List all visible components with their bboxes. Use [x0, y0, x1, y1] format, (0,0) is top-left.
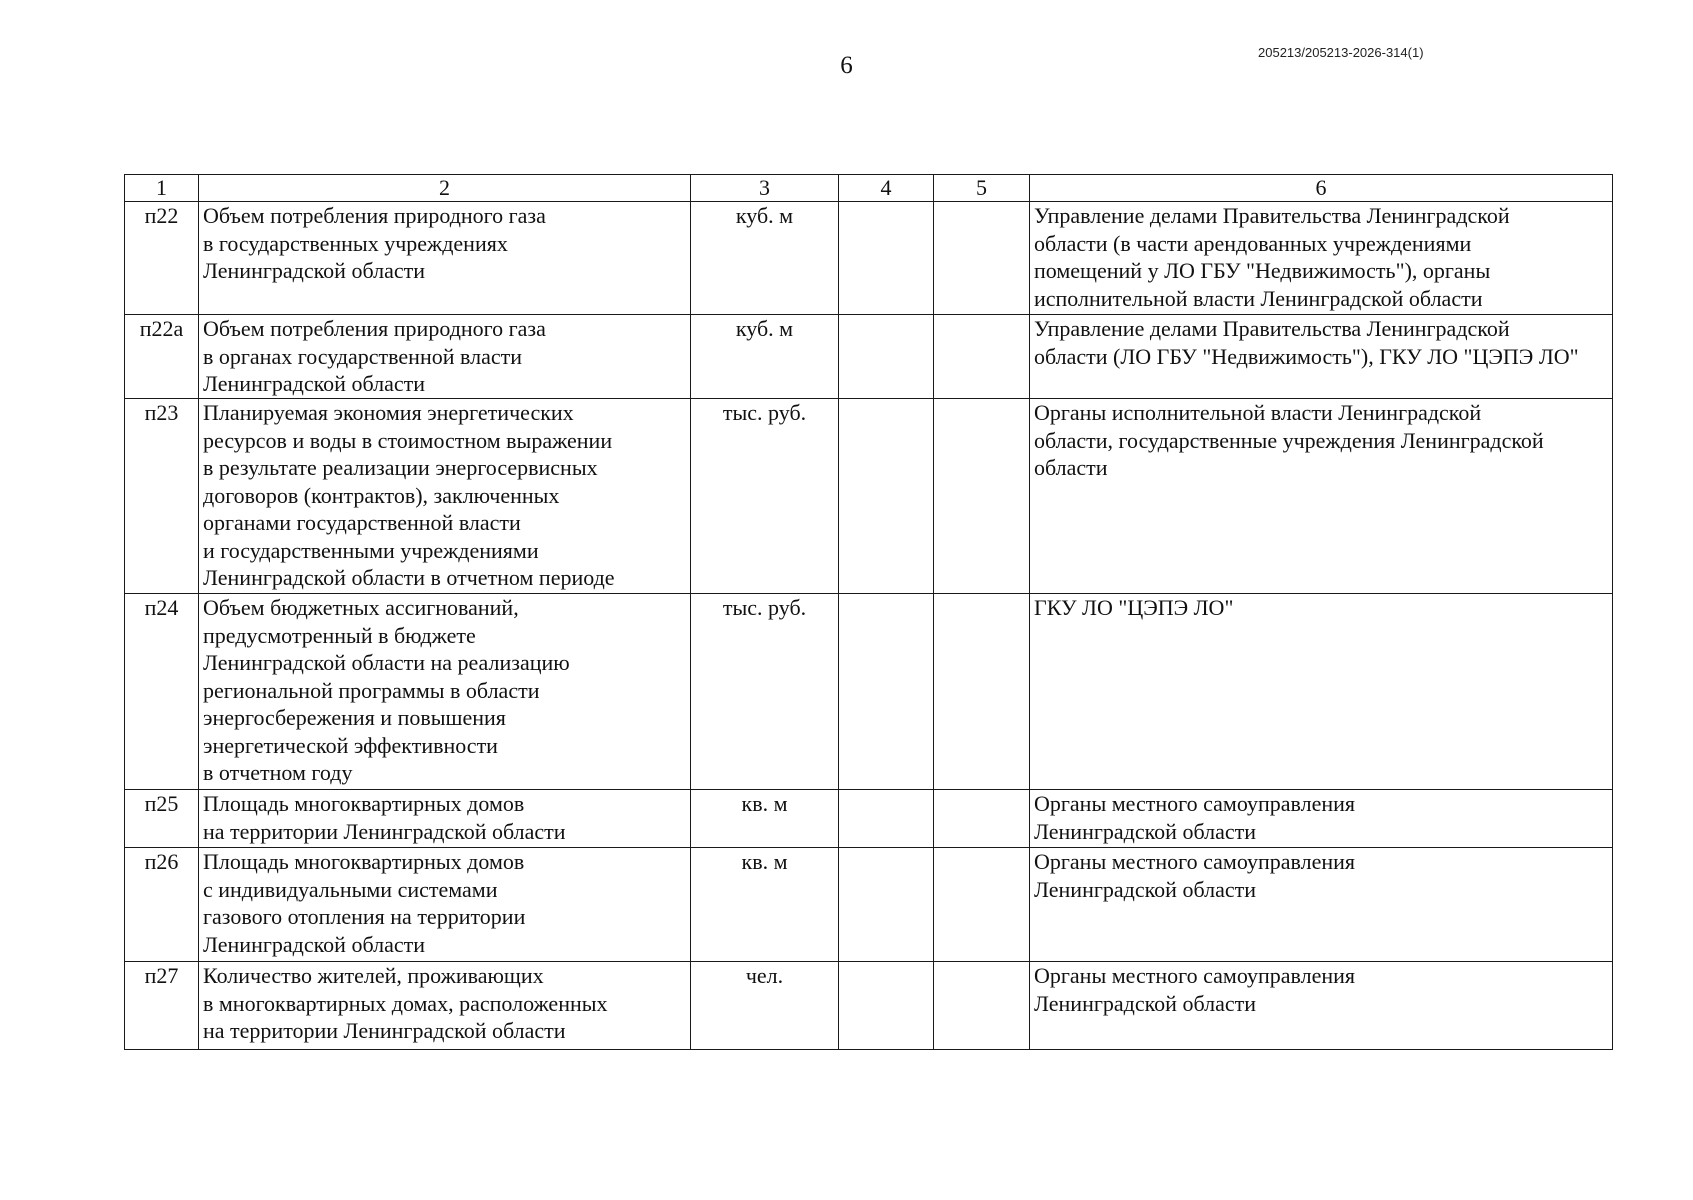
unit-cell: куб. м: [691, 202, 839, 315]
column-header: 1: [125, 175, 199, 202]
column-header: 6: [1030, 175, 1613, 202]
responsible-cell: [1030, 790, 1613, 848]
indicator-name-cell-line: газового отопления на территории: [203, 904, 526, 929]
table-row: [125, 202, 1613, 315]
column-header: 3: [691, 175, 839, 202]
responsible-cell-line: области (ЛО ГБУ "Недвижимость"), ГКУ ЛО "ЦЭПЭ ЛО": [1034, 343, 1579, 369]
responsible-cell-line: Органы исполнительной власти Ленинградской: [1034, 400, 1482, 425]
indicator-name-cell-line: Объем потребления природного газа: [203, 203, 546, 228]
indicator-name-cell-line: в многоквартирных домах, расположенных: [203, 990, 608, 1016]
responsible-cell-line: области, государственные учреждения Ленинградской: [1034, 427, 1544, 453]
indicator-name-cell-line: Ленинградской области на реализацию: [203, 650, 570, 675]
column-4-cell: [839, 399, 934, 594]
document-id: 205213/205213-2026-314(1): [1258, 45, 1424, 60]
indicator-name-cell: [199, 202, 691, 315]
table-row: [125, 399, 1613, 594]
column-5-cell: [934, 399, 1030, 594]
indicators-table: [124, 174, 1613, 1050]
indicator-code-cell: п24: [125, 594, 199, 790]
table-row: [125, 848, 1613, 962]
indicator-name-cell-line: в отчетном году: [203, 760, 353, 785]
responsible-cell-line: Ленинградской области: [1034, 876, 1256, 902]
table-body: [125, 202, 1613, 1050]
indicator-name-cell-line: и государственными учреждениями: [203, 537, 539, 563]
responsible-cell-line: помещений у ЛО ГБУ "Недвижимость"), органы: [1034, 258, 1491, 283]
unit-cell: куб. м: [691, 315, 839, 399]
column-4-cell: [839, 962, 934, 1050]
indicator-name-cell: [199, 315, 691, 399]
indicator-name-cell-line: в государственных учреждениях: [203, 230, 508, 256]
indicator-name-cell-line: Ленинградской области: [203, 931, 425, 957]
column-header: 2: [199, 175, 691, 202]
indicator-name-cell: [199, 594, 691, 790]
column-5-cell: [934, 594, 1030, 790]
indicator-name-cell-line: предусмотренный в бюджете: [203, 622, 476, 648]
page-number: 6: [840, 52, 853, 79]
responsible-cell-line: Органы местного самоуправления: [1034, 849, 1356, 874]
responsible-cell-line: области: [1034, 455, 1108, 480]
table-header-row: [125, 175, 1613, 202]
unit-cell: тыс. руб.: [691, 399, 839, 594]
indicator-name-cell-line: в органах государственной власти: [203, 343, 522, 369]
indicator-code-cell: п22а: [125, 315, 199, 399]
indicator-code-cell: п22: [125, 202, 199, 315]
table-row: [125, 315, 1613, 399]
responsible-cell-line: ГКУ ЛО "ЦЭПЭ ЛО": [1034, 595, 1234, 620]
responsible-cell: [1030, 848, 1613, 962]
indicator-name-cell-line: Площадь многоквартирных домов: [203, 849, 525, 874]
indicator-name-cell-line: на территории Ленинградской области: [203, 1018, 566, 1043]
indicator-name-cell: [199, 790, 691, 848]
responsible-cell: [1030, 202, 1613, 315]
indicator-name-cell-line: ресурсов и воды в стоимостном выражении: [203, 427, 613, 453]
indicator-name-cell-line: энергетической эффективности: [203, 732, 498, 758]
indicator-code-cell: п27: [125, 962, 199, 1050]
responsible-cell: [1030, 962, 1613, 1050]
column-header: 5: [934, 175, 1030, 202]
column-5-cell: [934, 315, 1030, 399]
unit-cell: чел.: [691, 962, 839, 1050]
responsible-cell: [1030, 594, 1613, 790]
responsible-cell-line: Управление делами Правительства Ленинградской: [1034, 316, 1510, 341]
indicator-name-cell-line: в результате реализации энергосервисных: [203, 455, 598, 480]
indicator-name-cell-line: энергосбережения и повышения: [203, 705, 506, 730]
column-4-cell: [839, 790, 934, 848]
unit-cell: тыс. руб.: [691, 594, 839, 790]
indicator-name-cell: [199, 962, 691, 1050]
responsible-cell-line: Ленинградской области: [1034, 990, 1256, 1016]
indicator-name-cell-line: договоров (контрактов), заключенных: [203, 482, 560, 508]
indicator-name-cell-line: Площадь многоквартирных домов: [203, 791, 525, 816]
column-4-cell: [839, 315, 934, 399]
indicator-name-cell-line: на территории Ленинградской области: [203, 818, 566, 844]
column-4-cell: [839, 594, 934, 790]
responsible-cell-line: Органы местного самоуправления: [1034, 791, 1356, 816]
indicator-code-cell: п25: [125, 790, 199, 848]
responsible-cell: [1030, 315, 1613, 399]
indicator-name-cell-line: органами государственной власти: [203, 510, 521, 535]
indicator-name-cell-line: Ленинградской области: [203, 258, 425, 283]
column-5-cell: [934, 790, 1030, 848]
responsible-cell-line: Управление делами Правительства Ленинградской: [1034, 203, 1510, 228]
indicator-name-cell: [199, 399, 691, 594]
indicator-name-cell-line: Объем потребления природного газа: [203, 316, 546, 341]
column-5-cell: [934, 202, 1030, 315]
unit-cell: кв. м: [691, 790, 839, 848]
indicator-name-cell-line: Количество жителей, проживающих: [203, 963, 544, 988]
indicator-name-cell-line: с индивидуальными системами: [203, 876, 498, 902]
responsible-cell: [1030, 399, 1613, 594]
column-header: 4: [839, 175, 934, 202]
responsible-cell-line: области (в части арендованных учреждениями: [1034, 230, 1472, 256]
column-5-cell: [934, 848, 1030, 962]
table-row: [125, 594, 1613, 790]
indicator-name-cell-line: Ленинградской области в отчетном периоде: [203, 565, 615, 590]
unit-cell: кв. м: [691, 848, 839, 962]
indicator-name-cell-line: Объем бюджетных ассигнований,: [203, 595, 519, 620]
table-row: [125, 790, 1613, 848]
indicator-code-cell: п26: [125, 848, 199, 962]
indicator-code-cell: п23: [125, 399, 199, 594]
responsible-cell-line: Органы местного самоуправления: [1034, 963, 1356, 988]
responsible-cell-line: Ленинградской области: [1034, 818, 1256, 844]
column-4-cell: [839, 202, 934, 315]
indicator-name-cell-line: региональной программы в области: [203, 677, 540, 703]
column-4-cell: [839, 848, 934, 962]
column-5-cell: [934, 962, 1030, 1050]
indicator-name-cell: [199, 848, 691, 962]
responsible-cell-line: исполнительной власти Ленинградской области: [1034, 285, 1483, 311]
indicator-name-cell-line: Ленинградской области: [203, 371, 425, 396]
table-row: [125, 962, 1613, 1050]
indicator-name-cell-line: Планируемая экономия энергетических: [203, 400, 574, 425]
